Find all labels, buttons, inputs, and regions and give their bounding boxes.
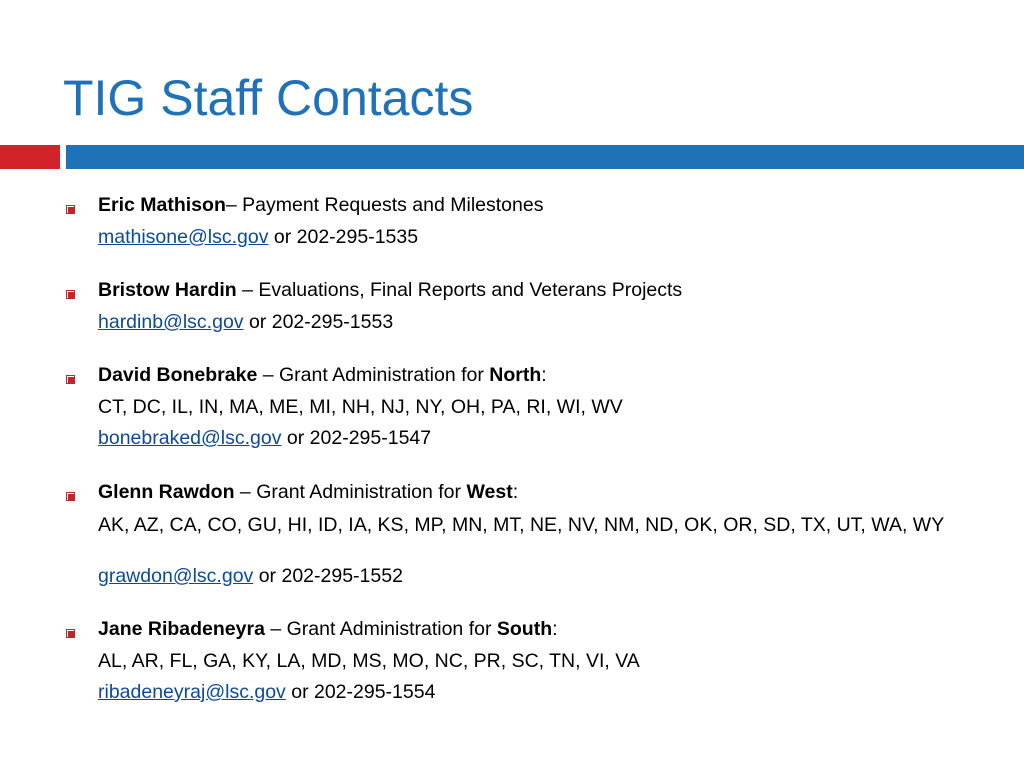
contact-role: Payment Requests and Milestones <box>242 194 544 216</box>
contact-phone: or 202-295-1547 <box>281 427 432 449</box>
contact-details <box>98 681 435 704</box>
contact-separator: – <box>234 481 257 503</box>
email-link[interactable]: hardinb@lsc.gov <box>98 311 244 333</box>
contact-separator: – <box>264 618 287 640</box>
contact-name: Bristow Hardin <box>98 279 237 301</box>
square-bullet-icon <box>66 492 75 501</box>
email-link[interactable]: grawdon@lsc.gov <box>98 565 254 587</box>
contact-region: North <box>489 364 542 386</box>
contact-name: Jane Ribadeneyra <box>98 618 265 640</box>
contact-heading <box>98 481 518 504</box>
contact-name: Glenn Rawdon <box>98 481 235 503</box>
square-bullet-icon <box>66 205 75 214</box>
contact-heading <box>98 194 543 217</box>
contact-heading <box>98 618 558 641</box>
email-link[interactable]: mathisone@lsc.gov <box>98 226 269 248</box>
contact-states: AK, AZ, CA, CO, GU, HI, ID, IA, KS, MP, MN, MT, NE, NV, NM, ND, OK, OR, SD, TX, UT, WA, WY <box>98 514 945 536</box>
square-bullet-icon <box>66 290 75 299</box>
contact-region-suffix: : <box>541 364 547 386</box>
contact-phone: or 202-295-1552 <box>253 565 403 587</box>
contact-phone: or 202-295-1535 <box>268 226 419 248</box>
contact-phone: or 202-295-1553 <box>243 311 394 333</box>
contact-details <box>98 226 418 249</box>
contact-name: David Bonebrake <box>98 364 258 386</box>
square-bullet-icon <box>66 629 75 638</box>
contact-separator: – <box>236 279 259 301</box>
page-title: TIG Staff Contacts <box>63 70 474 126</box>
contact-states: CT, DC, IL, IN, MA, ME, MI, NH, NJ, NY, OH, PA, RI, WI, WV <box>98 396 623 418</box>
contact-name: Eric Mathison <box>98 194 226 216</box>
contact-region: South <box>496 618 553 640</box>
contact-separator: – <box>257 364 279 386</box>
contact-region: West <box>466 481 513 503</box>
contact-role: Grant Administration for <box>286 618 497 640</box>
contact-role: Evaluations, Final Reports and Veterans Projects <box>258 279 683 301</box>
contact-role: Grant Administration for <box>256 481 467 503</box>
contact-heading <box>98 279 682 302</box>
contact-heading <box>98 364 547 387</box>
title-underline-blue <box>66 145 1024 169</box>
contact-states: AL, AR, FL, GA, KY, LA, MD, MS, MO, NC, PR, SC, TN, VI, VA <box>98 650 640 672</box>
email-link[interactable]: ribadeneyraj@lsc.gov <box>98 681 286 703</box>
email-link[interactable]: bonebraked@lsc.gov <box>98 427 282 449</box>
title-underline-red <box>0 145 60 169</box>
contact-region-suffix: : <box>552 618 558 640</box>
contact-separator: – <box>225 194 243 216</box>
contact-phone: or 202-295-1554 <box>285 681 436 703</box>
contact-details <box>98 311 393 334</box>
contact-region-suffix: : <box>512 481 519 503</box>
square-bullet-icon <box>66 375 75 384</box>
contact-details <box>98 427 431 450</box>
contact-details <box>98 565 403 588</box>
contact-role: Grant Administration for <box>279 364 490 386</box>
